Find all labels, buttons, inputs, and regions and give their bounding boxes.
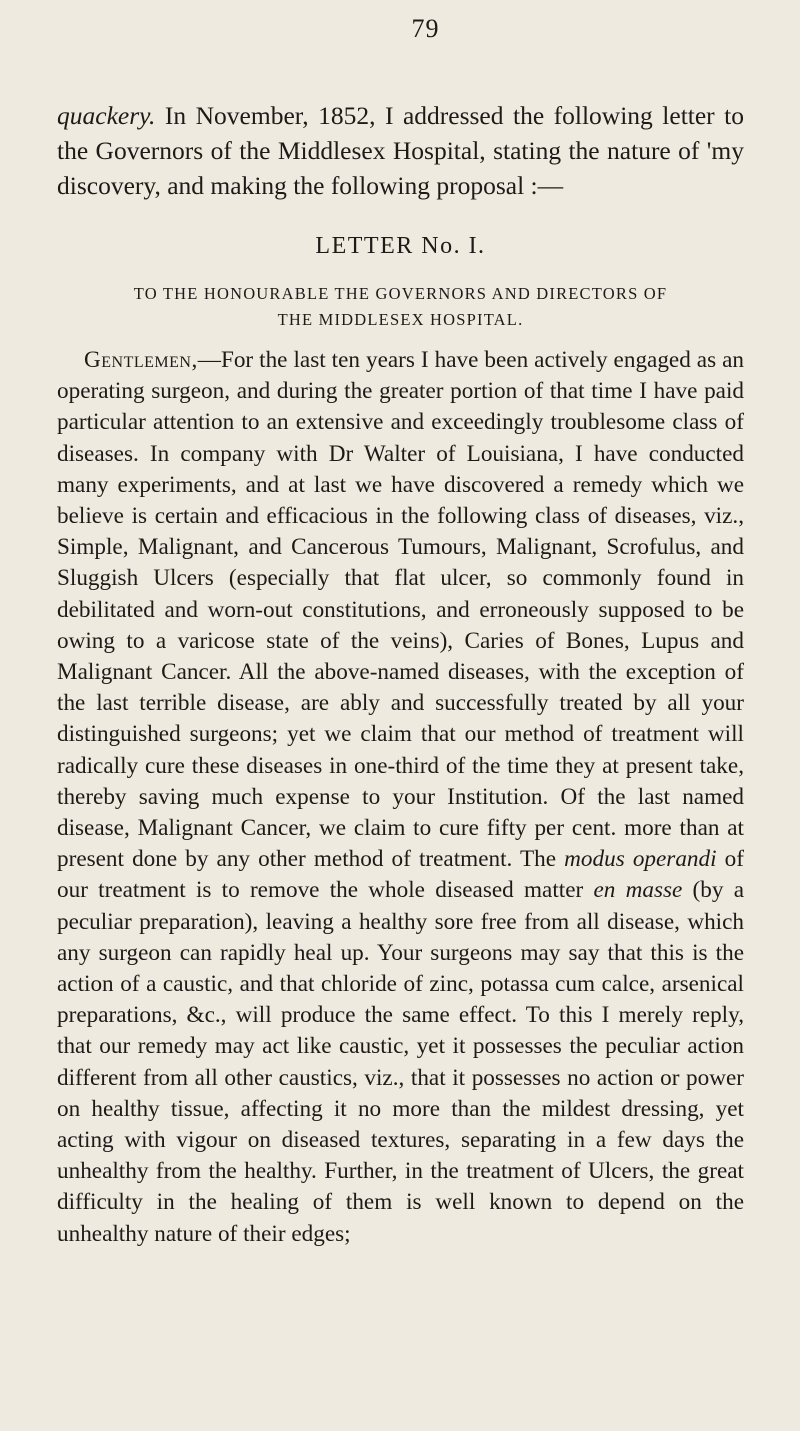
letter-heading: LETTER No. I.	[315, 233, 486, 259]
address-line-2: THE MIDDLESEX HOSPITAL.	[277, 310, 524, 329]
page-number: 79	[411, 14, 440, 43]
letter-body-part-1: —For the last ten years I have been actively engaged as an operating surgeon, and during the greater portion of that time I have paid particular attention to an extensive and exceedingly troublesome class of diseases. In company with Dr Walter of Louisiana, I have conducted many experiments, and at last we have discovered a remedy which we believe is certain and efficacious in the following class of diseases, viz., Simple, Malignant, and Cancerous Tumours, Malignant, Scrofulus, and Sluggish Ulcers (especially that flat ulcer, so commonly found in debilitated and worn-out constitutions, and erroneously supposed to be owing to a varicose state of the veins), Caries of Bones, Lupus and Malignant Cancer. All the above-named diseases, with the exception of the last terrible disease, are ably and successfully treated by all your distinguished surgeons; yet we claim that our method of treatment will radically cure these diseases in one-third of the time they at present take, thereby saving much expense to your Institution. Of the last named disease, Malignant Cancer, we claim to cure fifty per cent. more than at present done by any other method of treatment. The	[57, 347, 744, 873]
letter-salutation: Gentlemen,	[84, 347, 198, 373]
letter-body-part-2: of our treatment is to remove the whole diseased matter	[57, 846, 744, 904]
letter-body	[57, 345, 744, 1250]
opening-paragraph	[57, 98, 744, 203]
phrase-en-masse: en masse	[593, 877, 683, 904]
phrase-modus-operandi: modus operandi	[564, 846, 717, 873]
opening-lead-word: quackery.	[57, 101, 156, 130]
opening-text: In November, 1852, I addressed the following letter to the Governors of the Middlesex Hospital, stating the nature of 'my discovery, and making the following proposal :—	[57, 101, 744, 200]
address-line-1: TO THE HONOURABLE THE GOVERNORS AND DIRECTORS OF	[133, 284, 668, 303]
letter-body-part-3: (by a peculiar preparation), leaving a healthy sore free from all disease, which any surgeon can rapidly heal up. Your surgeons may say that this is the action of a caustic, and that chloride of zinc, potassa cum calce, arsenical preparations, &c., will produce the same effect. To this I merely reply, that our remedy may act like caustic, yet it possesses the peculiar action different from all other caustics, viz., that it possesses no action or power on healthy tissue, affecting it no more than the mildest dressing, yet acting with vigour on diseased textures, separating in a few days the unhealthy from the healthy. Further, in the treatment of Ulcers, the great difficulty in the healing of them is well known to depend on the unhealthy nature of their edges;	[57, 877, 744, 1247]
letter-address	[57, 281, 744, 333]
